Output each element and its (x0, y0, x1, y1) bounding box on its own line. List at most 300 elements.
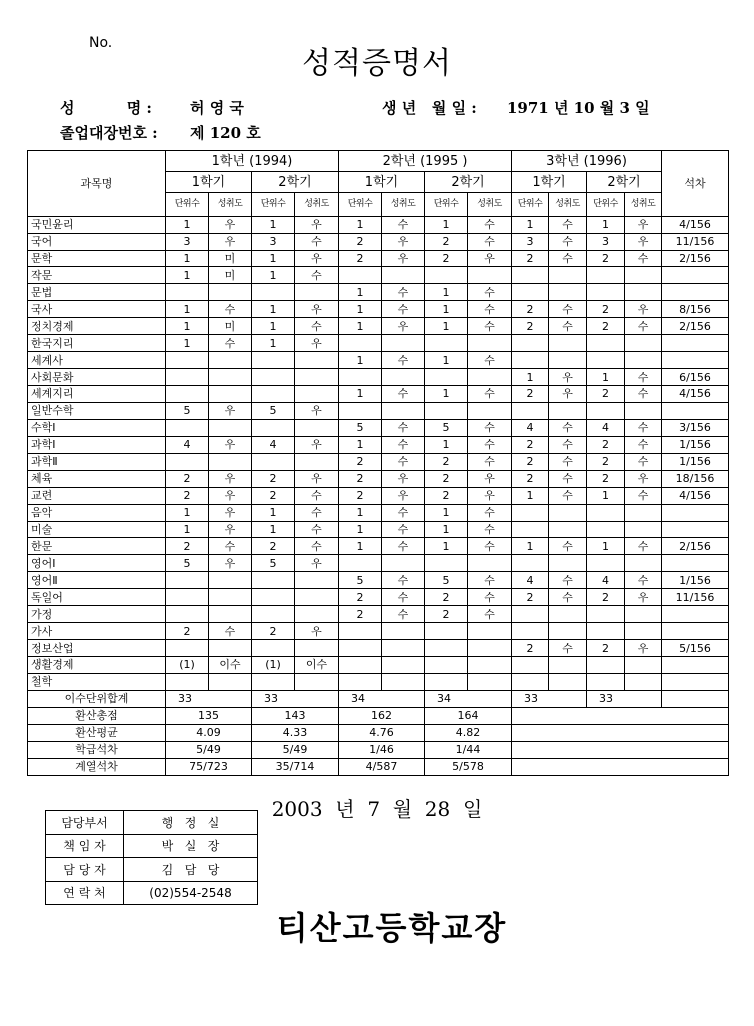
grade-cell: 1 (252, 335, 295, 352)
grade-cell: 수 (625, 487, 662, 504)
grade-cell: 우 (549, 386, 587, 403)
contact-value: 행 정 실 (124, 811, 258, 835)
grade-cell: 1 (339, 386, 382, 403)
grade-cell: 2 (252, 538, 295, 555)
subject-header: 과목명 (28, 151, 166, 217)
grade-cell: 수 (468, 301, 512, 318)
contact-row (46, 834, 258, 858)
grade-cell: 5 (252, 402, 295, 419)
grade-cell (252, 386, 295, 403)
rank-cell: 5/156 (662, 640, 729, 657)
grade-cell: 미 (209, 267, 252, 284)
table-row (28, 419, 729, 436)
credits-total-cell: 34 (425, 690, 512, 707)
grade-cell (549, 673, 587, 690)
grade-cell: 2 (587, 318, 625, 335)
rank-cell: 2/156 (662, 318, 729, 335)
grade-cell: 3 (166, 233, 209, 250)
semester-header: 1학기 (339, 172, 425, 193)
grade-cell: 3 (587, 233, 625, 250)
grade-cell (339, 657, 382, 674)
empty-cell (512, 707, 729, 724)
grade-cell: 수 (625, 419, 662, 436)
subject-name: 일반수학 (28, 402, 166, 419)
grade-cell: 우 (382, 250, 425, 267)
grade-cell (549, 521, 587, 538)
grade-cell: 우 (382, 318, 425, 335)
grade-cell (625, 606, 662, 623)
subject-name: 작문 (28, 267, 166, 284)
contact-value: (02)554-2548 (124, 881, 258, 905)
grade-cell (252, 453, 295, 470)
grade-cell (468, 555, 512, 572)
unit-column-header: 단위수 (166, 193, 209, 216)
subject-name: 한문 (28, 538, 166, 555)
grade-cell: 1 (339, 436, 382, 453)
grade-cell (166, 606, 209, 623)
contact-value: 박 실 장 (124, 834, 258, 858)
table-row (28, 470, 729, 487)
rank-cell: 4/156 (662, 216, 729, 233)
empty-cell (512, 724, 729, 741)
grade-cell: 1 (252, 318, 295, 335)
track-rank-cell: 4/587 (339, 758, 425, 775)
grade-cell: 수 (295, 318, 339, 335)
grade-cell: 2 (166, 487, 209, 504)
grade-cell (382, 673, 425, 690)
table-row (28, 555, 729, 572)
grade-cell: 수 (549, 419, 587, 436)
grade-cell: (1) (252, 657, 295, 674)
table-row (28, 436, 729, 453)
rank-cell (662, 267, 729, 284)
converted-total-label: 환산총점 (28, 707, 166, 724)
grade-cell: 2 (587, 589, 625, 606)
grade-cell: 우 (209, 470, 252, 487)
grade-cell (252, 419, 295, 436)
grade-cell: 우 (549, 369, 587, 386)
grade-cell: 2 (339, 453, 382, 470)
contact-value: 김 담 당 (124, 858, 258, 882)
converted-total-cell: 162 (339, 707, 425, 724)
grade-cell: 1 (252, 216, 295, 233)
table-row (28, 216, 729, 233)
unit-column-header: 단위수 (512, 193, 549, 216)
grade-cell: 수 (382, 419, 425, 436)
grade-cell: 수 (382, 572, 425, 589)
grade-cell: 우 (295, 470, 339, 487)
grade-cell (166, 284, 209, 301)
grade-cell: 수 (468, 572, 512, 589)
grade-cell: 1 (339, 216, 382, 233)
semester-header: 2학기 (587, 172, 662, 193)
grade-cell (339, 369, 382, 386)
unit-column-header: 단위수 (587, 193, 625, 216)
grade-cell: 1 (339, 352, 382, 369)
grade-cell (587, 504, 625, 521)
grade-cell: 5 (425, 419, 468, 436)
subject-name: 가정 (28, 606, 166, 623)
subject-name: 생활경제 (28, 657, 166, 674)
grade-cell (625, 335, 662, 352)
grade-cell: 수 (468, 504, 512, 521)
table-row (28, 335, 729, 352)
rank-cell (662, 504, 729, 521)
grade-cell (587, 352, 625, 369)
grade-cell (339, 623, 382, 640)
grade-cell: 수 (625, 538, 662, 555)
grade-cell: 수 (549, 470, 587, 487)
grade-cell (425, 657, 468, 674)
table-row (28, 657, 729, 674)
converted-total-cell: 143 (252, 707, 339, 724)
rank-cell: 4/156 (662, 386, 729, 403)
grade-cell: 1 (339, 521, 382, 538)
grade-cell: 수 (468, 284, 512, 301)
grade-cell: 4 (512, 572, 549, 589)
grade-cell: 수 (549, 572, 587, 589)
subject-name: 과학Ⅱ (28, 453, 166, 470)
rank-cell: 18/156 (662, 470, 729, 487)
grade-cell: 4 (587, 419, 625, 436)
grade-cell (468, 369, 512, 386)
grade-cell (425, 623, 468, 640)
grade-cell (625, 623, 662, 640)
grade-cell: 수 (468, 386, 512, 403)
grade-cell: 수 (468, 521, 512, 538)
table-row (28, 369, 729, 386)
grade-cell: 수 (549, 453, 587, 470)
grade-cell: (1) (166, 657, 209, 674)
grade-cell: 우 (382, 487, 425, 504)
grade-cell (252, 589, 295, 606)
grade-cell: 수 (625, 453, 662, 470)
grade-cell: 수 (468, 419, 512, 436)
converted-average-cell: 4.09 (166, 724, 252, 741)
grade-cell (587, 606, 625, 623)
grade-cell (512, 555, 549, 572)
grade-cell: 1 (166, 318, 209, 335)
grade-cell: 수 (549, 589, 587, 606)
grade-cell: 2 (252, 470, 295, 487)
grade-column-header: 성취도 (209, 193, 252, 216)
grade-cell: 1 (425, 352, 468, 369)
grade-cell (382, 640, 425, 657)
grade-cell (209, 352, 252, 369)
grade-cell: 수 (382, 436, 425, 453)
grade-cell: 1 (339, 538, 382, 555)
grade-cell (166, 572, 209, 589)
grade-cell: 2 (512, 386, 549, 403)
track-rank-cell: 35/714 (252, 758, 339, 775)
subject-name: 미술 (28, 521, 166, 538)
grade-cell (625, 352, 662, 369)
grade-cell (339, 555, 382, 572)
grade-cell: 1 (425, 538, 468, 555)
table-row (28, 538, 729, 555)
grade-cell: 1 (425, 386, 468, 403)
grade-cell: 2 (512, 640, 549, 657)
rank-cell: 4/156 (662, 487, 729, 504)
grade-cell: 수 (549, 216, 587, 233)
grade-cell: 5 (339, 419, 382, 436)
rank-cell (662, 606, 729, 623)
grade-cell (425, 402, 468, 419)
grade-cell: 2 (425, 453, 468, 470)
grade-cell: 수 (549, 436, 587, 453)
school-principal-name: 티산고등학교장 (276, 909, 508, 947)
graduation-register-value: 제 120 호 (190, 124, 261, 142)
grade-cell: 우 (295, 216, 339, 233)
grade-cell (339, 335, 382, 352)
grade-cell: 수 (209, 335, 252, 352)
subject-name: 독일어 (28, 589, 166, 606)
subject-name: 영어Ⅱ (28, 572, 166, 589)
grade-cell: 1 (512, 538, 549, 555)
grade-column-header: 성취도 (382, 193, 425, 216)
grade-cell: 수 (382, 504, 425, 521)
grade-cell: 2 (339, 233, 382, 250)
rank-cell: 1/156 (662, 436, 729, 453)
grade-cell (382, 335, 425, 352)
grade-cell (166, 386, 209, 403)
rank-cell: 2/156 (662, 250, 729, 267)
grade-cell (587, 555, 625, 572)
rank-cell (662, 402, 729, 419)
grade-cell: 우 (295, 250, 339, 267)
grade-cell (209, 419, 252, 436)
grade-cell (549, 267, 587, 284)
grade-cell: 우 (468, 250, 512, 267)
grade-cell (512, 402, 549, 419)
grade-cell: 1 (425, 436, 468, 453)
credits-total-cell: 33 (587, 690, 662, 707)
table-row (28, 386, 729, 403)
subject-name: 정보산업 (28, 640, 166, 657)
grade-cell: 수 (468, 216, 512, 233)
rank-cell (662, 657, 729, 674)
grade-cell: 수 (382, 453, 425, 470)
grade-cell (382, 369, 425, 386)
grade-cell: 2 (587, 640, 625, 657)
grade-cell: 수 (295, 538, 339, 555)
grade-cell: 우 (209, 436, 252, 453)
grade-cell: 5 (166, 555, 209, 572)
grade-cell: 수 (468, 436, 512, 453)
grade-cell (382, 402, 425, 419)
grade-cell: 우 (382, 470, 425, 487)
grade-cell: 이수 (295, 657, 339, 674)
grade-cell: 우 (295, 555, 339, 572)
grade-cell: 수 (209, 623, 252, 640)
grade-cell: 4 (166, 436, 209, 453)
grade-cell: 5 (425, 572, 468, 589)
grade-cell: 3 (512, 233, 549, 250)
subject-name: 영어Ⅰ (28, 555, 166, 572)
grade-cell: 1 (166, 335, 209, 352)
rank-cell: 8/156 (662, 301, 729, 318)
grade-cell (512, 623, 549, 640)
grade-cell: 우 (468, 470, 512, 487)
grade-cell: 우 (209, 521, 252, 538)
grade-cell: 1 (512, 369, 549, 386)
grade-cell: 수 (549, 318, 587, 335)
grade-cell: 우 (625, 301, 662, 318)
unit-column-header: 단위수 (425, 193, 468, 216)
grade-cell (295, 284, 339, 301)
grade-cell: 1 (425, 318, 468, 335)
subject-name: 과학Ⅰ (28, 436, 166, 453)
grade-cell (295, 589, 339, 606)
grade-cell: 2 (166, 623, 209, 640)
grade-cell: 4 (252, 436, 295, 453)
grade-cell (339, 267, 382, 284)
subject-name: 문학 (28, 250, 166, 267)
grade-cell (166, 589, 209, 606)
grade-cell (587, 267, 625, 284)
grade-cell: 2 (587, 386, 625, 403)
grades-table (27, 150, 729, 776)
grade-cell (252, 673, 295, 690)
grade-cell: 수 (382, 216, 425, 233)
grade-cell (549, 284, 587, 301)
grade-cell (512, 521, 549, 538)
grade-cell (549, 504, 587, 521)
grade-cell: 수 (382, 606, 425, 623)
grade-cell (295, 606, 339, 623)
grade-cell: 2 (512, 589, 549, 606)
grade-cell: 수 (625, 436, 662, 453)
grade-cell (587, 521, 625, 538)
grade-cell (549, 352, 587, 369)
grade-cell: 수 (382, 538, 425, 555)
subject-name: 세계지리 (28, 386, 166, 403)
grade-cell: 1 (587, 369, 625, 386)
grade-cell (209, 369, 252, 386)
grade-cell: 1 (166, 216, 209, 233)
grade-cell (625, 402, 662, 419)
grade-cell: 미 (209, 250, 252, 267)
grade-cell: 수 (295, 521, 339, 538)
grade-cell: 우 (295, 402, 339, 419)
grade-cell: 1 (166, 301, 209, 318)
grade-cell: 1 (587, 487, 625, 504)
grade-cell: 2 (339, 487, 382, 504)
unit-column-header: 단위수 (252, 193, 295, 216)
table-row (28, 623, 729, 640)
grade-cell (382, 657, 425, 674)
semester-header: 1학기 (166, 172, 252, 193)
rank-header: 석차 (662, 151, 729, 217)
contact-label: 책 임 자 (46, 834, 124, 858)
grade-cell: 수 (209, 538, 252, 555)
subject-name: 세계사 (28, 352, 166, 369)
grade-cell (425, 673, 468, 690)
grade-cell: 우 (625, 216, 662, 233)
rank-cell (662, 673, 729, 690)
grade-column-header: 성취도 (468, 193, 512, 216)
table-row (28, 640, 729, 657)
grade-cell: 2 (587, 453, 625, 470)
grade-cell: 2 (339, 589, 382, 606)
grade-cell (468, 267, 512, 284)
table-row (28, 487, 729, 504)
contact-label: 연 락 처 (46, 881, 124, 905)
document-number-label: No. (89, 35, 113, 51)
grade-cell (549, 657, 587, 674)
subject-name: 가사 (28, 623, 166, 640)
grade-column-header: 성취도 (295, 193, 339, 216)
grade-cell (587, 284, 625, 301)
grade-cell: 2 (587, 250, 625, 267)
grade-cell: 2 (512, 436, 549, 453)
grade-cell: 수 (549, 250, 587, 267)
grade-cell: 2 (512, 318, 549, 335)
grade-cell (549, 402, 587, 419)
rank-cell: 2/156 (662, 538, 729, 555)
converted-average-cell: 4.33 (252, 724, 339, 741)
grade-cell: 우 (625, 589, 662, 606)
grade-cell: 수 (468, 453, 512, 470)
contact-table (45, 810, 258, 905)
grade-cell (468, 673, 512, 690)
contact-row (46, 858, 258, 882)
grade-cell: 우 (209, 216, 252, 233)
credits-total-cell: 34 (339, 690, 425, 707)
rank-cell (662, 555, 729, 572)
grade-cell (382, 623, 425, 640)
grade-cell: 1 (339, 284, 382, 301)
subject-name: 문법 (28, 284, 166, 301)
grade-cell: 수 (468, 606, 512, 623)
rank-cell (662, 284, 729, 301)
name-value: 허 영 국 (190, 99, 244, 117)
table-row (28, 453, 729, 470)
grade-cell: 2 (425, 470, 468, 487)
grade-cell: 1 (252, 301, 295, 318)
subject-name: 사회문화 (28, 369, 166, 386)
grade-cell: 2 (252, 487, 295, 504)
grade-cell: 수 (382, 352, 425, 369)
rank-cell: 1/156 (662, 453, 729, 470)
grade-cell (339, 640, 382, 657)
grade-cell: 수 (295, 504, 339, 521)
grade-cell: 1 (425, 216, 468, 233)
grade-cell (295, 419, 339, 436)
class-rank-cell: 1/44 (425, 741, 512, 758)
grade-cell: 우 (295, 301, 339, 318)
grade-cell: 수 (295, 267, 339, 284)
grade-cell: 수 (625, 572, 662, 589)
grade-cell: 우 (382, 233, 425, 250)
grade-cell: 2 (512, 250, 549, 267)
subject-name: 음악 (28, 504, 166, 521)
document-title: 성적증명서 (302, 46, 452, 81)
grade-cell: 2 (166, 470, 209, 487)
grade-cell: 1 (339, 318, 382, 335)
table-row (28, 504, 729, 521)
table-row (28, 521, 729, 538)
grade-cell: 2 (512, 453, 549, 470)
table-row (28, 250, 729, 267)
grade-cell: 우 (209, 402, 252, 419)
grade-cell (549, 335, 587, 352)
grade-cell (625, 267, 662, 284)
table-row (28, 318, 729, 335)
semester-header: 1학기 (512, 172, 587, 193)
grade-cell (166, 369, 209, 386)
grade-cell: 수 (468, 233, 512, 250)
